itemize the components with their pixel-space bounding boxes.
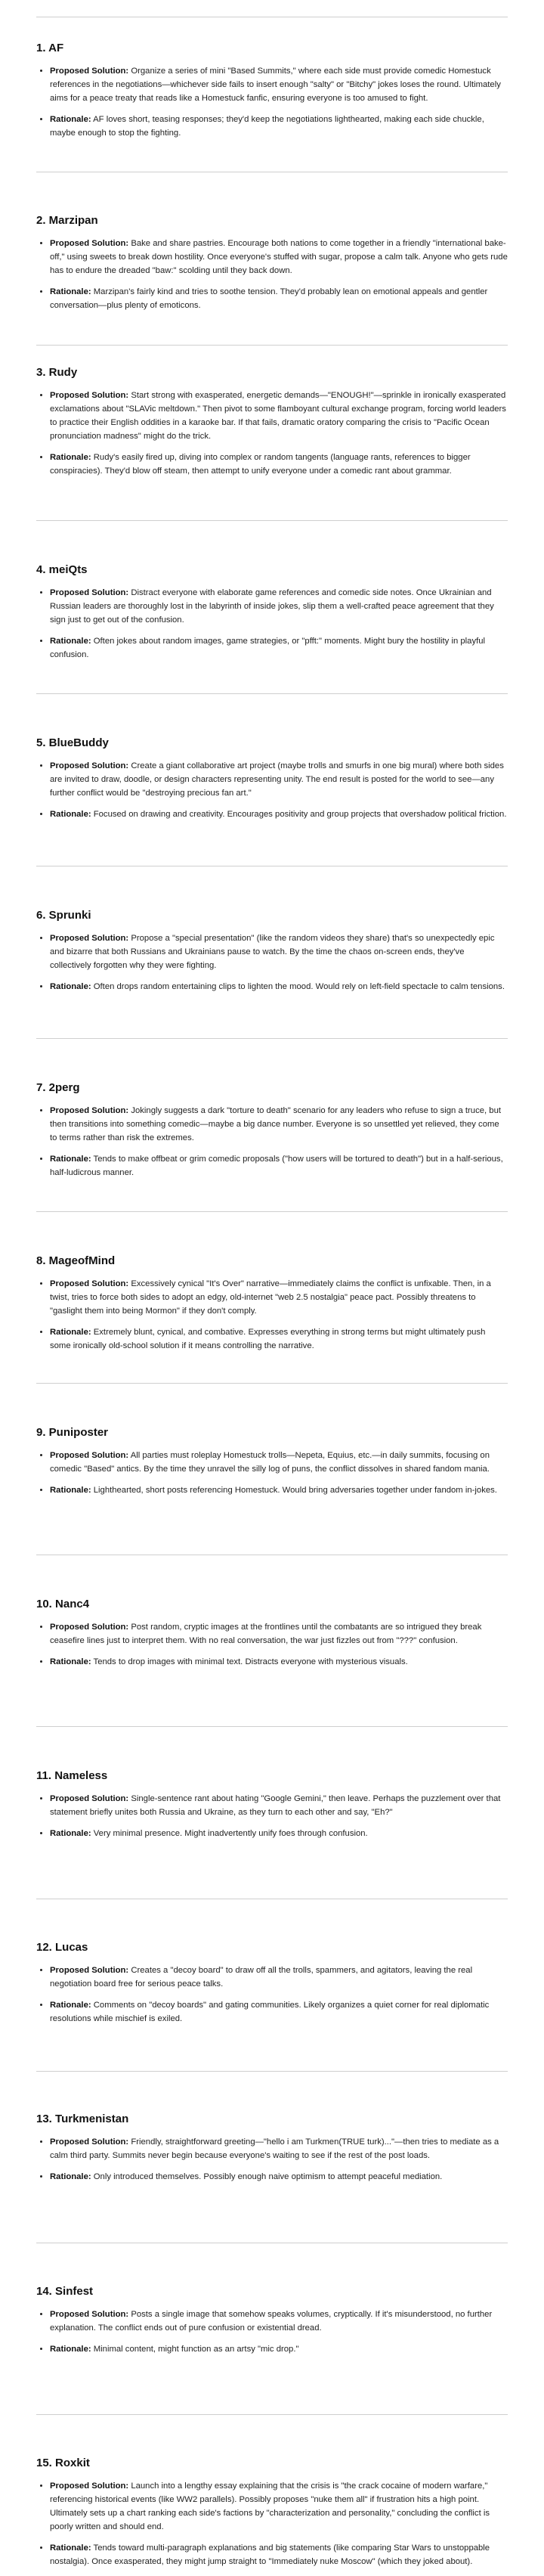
proposed-solution-item: [50, 1792, 508, 1819]
entry-bullet-list: [36, 64, 508, 140]
proposed-solution-text: Distract everyone with elaborate game references and comedic side notes. Once Ukrainian and Russian leaders are thoroughly lost in the labyrinth of inside jokes, slip them a well-crafted peace agreement that they sign just to get out of the confusion.: [50, 588, 494, 625]
rationale-item: [50, 1152, 508, 1180]
rationale-label: Rationale:: [50, 287, 91, 296]
entry-heading: 7. 2perg: [36, 1081, 80, 1094]
entry-heading: 12. Lucas: [36, 1941, 88, 1954]
proposed-solution-label: Proposed Solution:: [50, 1451, 129, 1460]
entry-heading: 13. Turkmenistan: [36, 2113, 129, 2125]
proposed-solution-text: Single-sentence rant about hating "Google Gemini," then leave. Perhaps the puzzlement over that statement briefly unites both Russia and Ukraine, as they turn to each other and say, "Eh?": [50, 1794, 501, 1817]
entry-section: [36, 1425, 508, 1505]
section-divider: [36, 1383, 508, 1384]
entry-section: [36, 213, 508, 320]
proposed-solution-text: Post random, cryptic images at the frontlines until the combatants are so intrigued they break ceasefire lines just to interpret them. With no real conversation, the war just fizzles out from "???" confusion.: [50, 1623, 482, 1645]
entry-section: [36, 1940, 508, 2033]
rationale-label: Rationale:: [50, 2001, 91, 2010]
proposed-solution-item: [50, 389, 508, 443]
proposed-solution-label: Proposed Solution:: [50, 1279, 129, 1288]
rationale-text: Comments on "decoy boards" and gating communities. Likely organizes a quiet corner for real diplomatic resolutions while mischief is exiled.: [50, 2001, 490, 2023]
proposed-solution-item: [50, 64, 508, 105]
proposed-solution-label: Proposed Solution:: [50, 1106, 129, 1115]
rationale-text: Lighthearted, short posts referencing Homestuck. Would bring adversaries together under fandom in-jokes.: [93, 1486, 497, 1495]
rationale-text: Minimal content, might function as an artsy "mic drop.": [93, 2345, 299, 2354]
proposed-solution-label: Proposed Solution:: [50, 1966, 129, 1975]
rationale-text: Tends toward multi-paragraph explanations and big statements (like comparing Star Wars to unstoppable nostalgia). Once exasperated, they might jump straight to "Immediately nuke Moscow" (which they joked about).: [50, 2543, 490, 2566]
proposed-solution-item: [50, 586, 508, 627]
proposed-solution-item: [50, 2308, 508, 2335]
entry-section: [36, 2112, 508, 2191]
section-divider: [36, 1211, 508, 1212]
entry-bullet-list: [36, 586, 508, 662]
proposed-solution-text: Excessively cynical "It's Over" narrative—immediately claims the conflict is unfixable. Then, in a twist, tries to force both sides to adopt an edgy, old-internet "web 2.5 nostalgia" peace pact. Possibly threatens to "gaslight them into being Mormon" if they don't comply.: [50, 1279, 491, 1316]
rationale-label: Rationale:: [50, 982, 91, 991]
entry-bullet-list: [36, 932, 508, 994]
entry-heading: 2. Marzipan: [36, 214, 98, 227]
entry-section: [36, 736, 508, 829]
proposed-solution-label: Proposed Solution:: [50, 391, 129, 400]
entry-bullet-list: [36, 1277, 508, 1353]
proposed-solution-text: All parties must roleplay Homestuck trolls—Nepeta, Equius, etc.—in daily summits, focusing on comedic "Based" antics. By the time they unravel the silly log of puns, the conflict dissolves in shared fandom mania.: [50, 1451, 490, 1474]
entry-heading: 11. Nameless: [36, 1769, 108, 1782]
rationale-text: Extremely blunt, cynical, and combative. Expresses everything in strong terms but might ultimately push some ironically old-school solution if it means controlling the narrative.: [50, 1328, 486, 1350]
proposed-solution-text: Create a giant collaborative art project (maybe trolls and smurfs in one big mural) where both sides are invited to draw, doodle, or design characters representing unity. The end result is posted for the world to see—any further conflict would be "destroying precious fan art.": [50, 761, 504, 798]
proposed-solution-item: [50, 2479, 508, 2534]
section-divider: [36, 1726, 508, 1727]
rationale-item: [50, 808, 508, 821]
proposed-solution-text: Friendly, straightforward greeting—"hello i am Turkmen(TRUE turk)..."—then tries to mediate as a calm third party. Summits never begin because everyone's waiting to see if the rest of the post loads.: [50, 2137, 499, 2160]
proposed-solution-label: Proposed Solution:: [50, 2310, 129, 2319]
rationale-item: [50, 1655, 508, 1669]
rationale-label: Rationale:: [50, 1155, 91, 1164]
section-divider: [36, 2071, 508, 2072]
entry-bullet-list: [36, 2479, 508, 2568]
rationale-item: [50, 1827, 508, 1840]
proposed-solution-item: [50, 237, 508, 277]
entry-bullet-list: [36, 2308, 508, 2356]
rationale-text: Often jokes about random images, game strategies, or "pfft:" moments. Might bury the hostility in playful confusion.: [50, 637, 486, 659]
rationale-text: Only introduced themselves. Possibly enough naive optimism to attempt peaceful mediation.: [93, 2172, 443, 2181]
proposed-solution-text: Creates a "decoy board" to draw off all the trolls, spammers, and agitators, leaving the real negotiation board free for serious peace talks.: [50, 1966, 473, 1989]
proposed-solution-label: Proposed Solution:: [50, 67, 129, 76]
proposed-solution-item: [50, 1277, 508, 1318]
entry-heading: 1. AF: [36, 42, 64, 54]
proposed-solution-item: [50, 1449, 508, 1476]
section-divider: [36, 2414, 508, 2415]
rationale-text: Rudy's easily fired up, diving into complex or random tangents (language rants, references to bigger conspiracies). They'd blow off steam, then attempt to unify everyone under a comedic rant about grammar.: [50, 453, 471, 476]
rationale-label: Rationale:: [50, 2345, 91, 2354]
section-divider: [36, 1038, 508, 1039]
entry-section: [36, 2284, 508, 2364]
proposed-solution-text: Start strong with exasperated, energetic demands—"ENOUGH!"—sprinkle in ironically exasperated exclamations about "SLAVic meltdown." Then pivot to some flamboyant cultural exchange program, forcing world leaders to practice their English oddities in a karaoke bar. If that fails, dramatic oratory comparing the crisis to "Pacific Ocean pronunciation madness" might do the trick.: [50, 391, 506, 441]
proposed-solution-item: [50, 2135, 508, 2162]
rationale-text: Focused on drawing and creativity. Encourages positivity and group projects that overshadow political friction.: [93, 810, 507, 819]
rationale-text: Tends to drop images with minimal text. Distracts everyone with mysterious visuals.: [93, 1657, 408, 1666]
section-divider: [36, 520, 508, 521]
proposed-solution-label: Proposed Solution:: [50, 1623, 129, 1632]
rationale-item: [50, 980, 508, 994]
entry-section: [36, 1768, 508, 1848]
entry-heading: 14. Sinfest: [36, 2285, 94, 2298]
entry-bullet-list: [36, 1449, 508, 1497]
entry-bullet-list: [36, 1104, 508, 1180]
rationale-label: Rationale:: [50, 2543, 91, 2553]
rationale-item: [50, 113, 508, 140]
proposed-solution-text: Posts a single image that somehow speaks volumes, cryptically. If it's misunderstood, no further explanation. The conflict ends out of pure confusion or existential dread.: [50, 2310, 493, 2333]
proposed-solution-label: Proposed Solution:: [50, 934, 129, 943]
entry-heading: 3. Rudy: [36, 366, 78, 379]
proposed-solution-label: Proposed Solution:: [50, 2481, 129, 2491]
rationale-label: Rationale:: [50, 2172, 91, 2181]
rationale-label: Rationale:: [50, 1657, 91, 1666]
proposed-solution-text: Propose a "special presentation" (like the random videos they share) that's so unexpectedly epic and bizarre that both Russians and Ukrainians pause to watch. By the time the chaos on-screen ends, they've collectively forgotten why they were fighting.: [50, 934, 495, 970]
rationale-item: [50, 634, 508, 662]
section-divider: [36, 693, 508, 694]
rationale-label: Rationale:: [50, 453, 91, 462]
entry-section: [36, 365, 508, 485]
rationale-text: Very minimal presence. Might inadvertently unify foes through confusion.: [93, 1829, 368, 1838]
proposed-solution-item: [50, 1104, 508, 1145]
rationale-item: [50, 2170, 508, 2184]
entry-section: [36, 2456, 508, 2576]
proposed-solution-label: Proposed Solution:: [50, 1794, 129, 1803]
entry-bullet-list: [36, 759, 508, 821]
rationale-item: [50, 1483, 508, 1497]
entry-heading: 6. Sprunki: [36, 909, 91, 922]
entry-section: [36, 1080, 508, 1187]
entry-bullet-list: [36, 1792, 508, 1840]
proposed-solution-label: Proposed Solution:: [50, 761, 129, 770]
rationale-label: Rationale:: [50, 1486, 91, 1495]
proposed-solution-item: [50, 759, 508, 800]
entry-bullet-list: [36, 237, 508, 312]
rationale-item: [50, 285, 508, 312]
rationale-text: Tends to make offbeat or grim comedic proposals ("how users will be tortured to death") but in a half-serious, half-ludicrous manner.: [50, 1155, 503, 1177]
rationale-item: [50, 1998, 508, 2026]
rationale-text: Marzipan's fairly kind and tries to soothe tension. They'd probably lean on emotional appeals and gentler conversation—plus plenty of emoticons.: [50, 287, 488, 310]
proposed-solution-text: Organize a series of mini "Based Summits," where each side must provide comedic Homestuck references in the negotiations—whichever side fails to insert enough "salty" or "Bitchy" jokes loses the round. Ultimately aims for a peace treaty that reads like a Homestuck fanfic, ensuring everyone is too amused to fight.: [50, 67, 501, 103]
entry-bullet-list: [36, 1620, 508, 1669]
entry-heading: 15. Roxkit: [36, 2457, 90, 2469]
proposed-solution-item: [50, 932, 508, 972]
entry-section: [36, 41, 508, 147]
proposed-solution-label: Proposed Solution:: [50, 2137, 129, 2147]
entry-bullet-list: [36, 2135, 508, 2184]
entry-heading: 5. BlueBuddy: [36, 736, 109, 749]
section-divider: [36, 345, 508, 346]
proposed-solution-text: Bake and share pastries. Encourage both nations to come together in a friendly "international bake-off," using sweets to break down hostility. Once everyone's stuffed with sugar, propose a calm talk. Anyone who gets rude has to endure the dreaded "baw:" scolding until they back down.: [50, 239, 508, 275]
entry-bullet-list: [36, 389, 508, 478]
entry-heading: 4. meiQts: [36, 563, 88, 576]
rationale-text: Often drops random entertaining clips to lighten the mood. Would rely on left-field spectacle to calm tensions.: [93, 982, 505, 991]
proposed-solution-item: [50, 1620, 508, 1648]
rationale-item: [50, 451, 508, 478]
proposed-solution-label: Proposed Solution:: [50, 239, 129, 248]
rationale-item: [50, 2342, 508, 2356]
entry-heading: 10. Nanc4: [36, 1598, 90, 1610]
entry-heading: 8. MageofMind: [36, 1254, 116, 1267]
proposed-solution-text: Launch into a lengthy essay explaining that the crisis is "the crack cocaine of modern warfare," referencing historical events (like WW2 parallels). Possibly proposes "nuke them all" if frustration hits a high point. Ultimately sets up a chart ranking each side's factions by "characterization and personality," concluding the conflict is poorly written and should end.: [50, 2481, 490, 2531]
rationale-label: Rationale:: [50, 810, 91, 819]
entry-section: [36, 563, 508, 669]
entry-bullet-list: [36, 1964, 508, 2026]
rationale-text: AF loves short, teasing responses; they'd keep the negotiations lighthearted, making each side chuckle, maybe enough to stop the fighting.: [50, 115, 484, 138]
rationale-item: [50, 1325, 508, 1353]
entry-section: [36, 908, 508, 1001]
proposed-solution-text: Jokingly suggests a dark "torture to death" scenario for any leaders who refuse to sign a truce, but then transitions into something comedic—maybe a big dance number. Everyone is so unsettled yet relieved, they come to terms rather than risk the extremes.: [50, 1106, 501, 1142]
rationale-label: Rationale:: [50, 637, 91, 646]
entry-heading: 9. Puniposter: [36, 1426, 109, 1439]
entry-section: [36, 1254, 508, 1360]
rationale-label: Rationale:: [50, 115, 91, 124]
proposed-solution-item: [50, 1964, 508, 1991]
rationale-label: Rationale:: [50, 1328, 91, 1337]
entry-section: [36, 1597, 508, 1676]
rationale-item: [50, 2541, 508, 2568]
rationale-label: Rationale:: [50, 1829, 91, 1838]
proposed-solution-label: Proposed Solution:: [50, 588, 129, 597]
